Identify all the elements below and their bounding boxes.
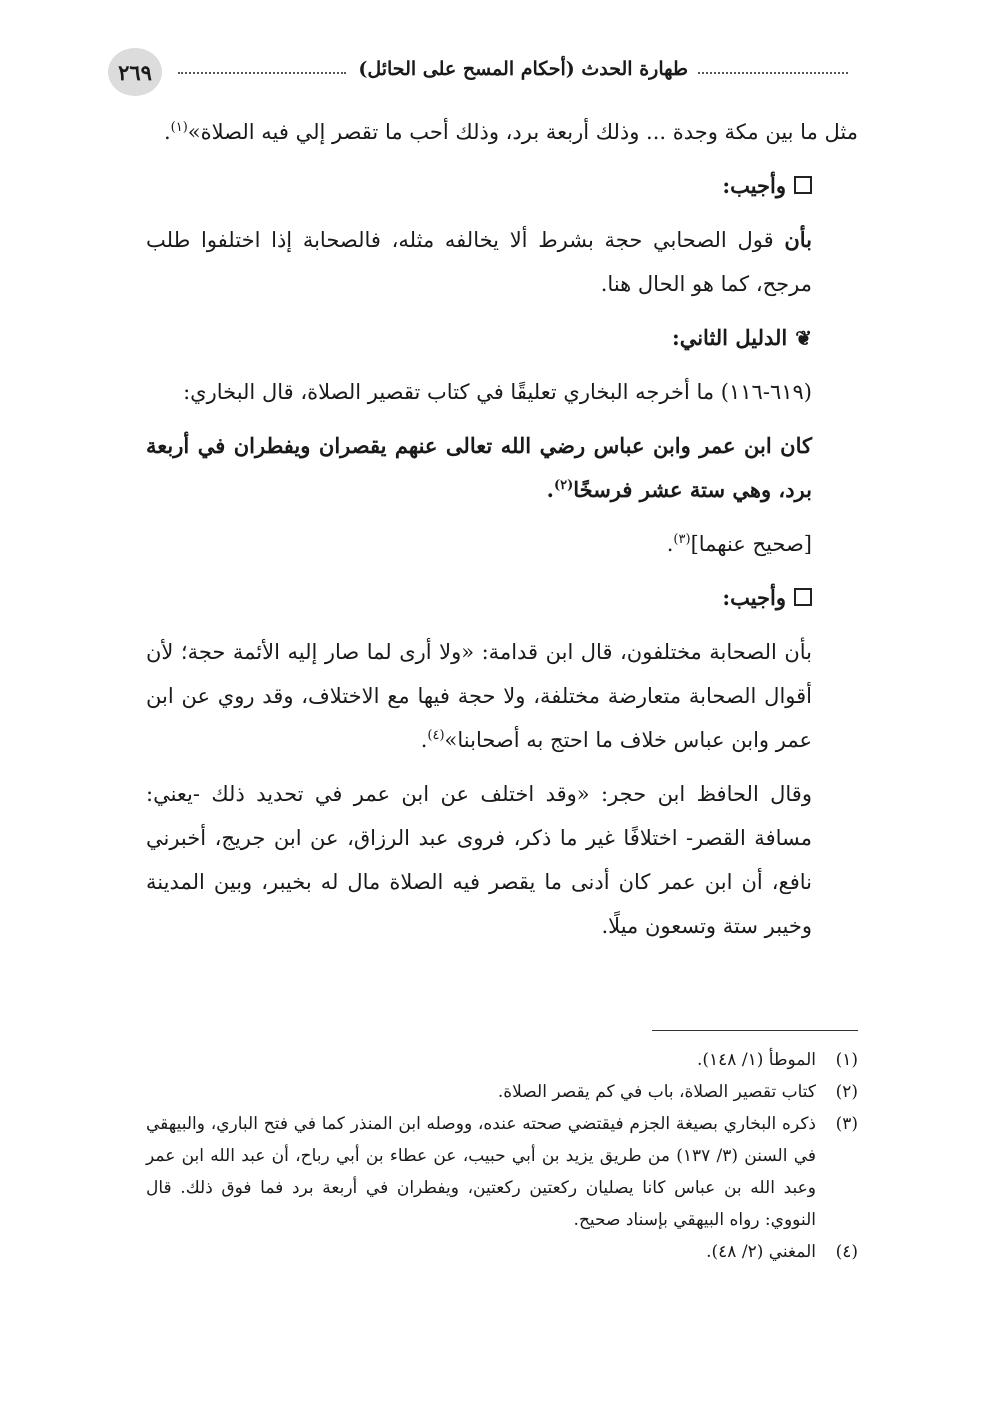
paragraph-text: بأن الصحابة مختلفون، قال ابن قدامة: «ولا أرى لما صار إليه الأئمة حجة؛ لأن أقوال الصحابة متعارضة مختلفة، ولا حجة فيها مع الاختلاف، وقد روي عن ابن عمر وابن عباس خلاف ما احتج به أصحابنا»: [146, 640, 812, 752]
paragraph-text: قول الصحابي حجة بشرط ألا يخالفه مثله، فالصحابة إذا اختلفوا طلب مرجح، كما هو الحال هنا.: [146, 228, 812, 296]
hadith-text: كان ابن عمر وابن عباس رضي الله تعالى عنهم يقصران ويفطران في أربعة برد، وهي ستة عشر فرسخًا: [146, 433, 812, 502]
footnote-text: كتاب تقصير الصلاة، باب في كم يقصر الصلاة.: [497, 1082, 816, 1102]
footnote-text: المغني (٢/ ٤٨).: [706, 1242, 816, 1262]
footnote-text: الموطأ (١/ ١٤٨).: [697, 1050, 816, 1070]
footnote: [146, 1076, 858, 1108]
footnote: [146, 1044, 858, 1076]
main-text: [146, 110, 858, 948]
footnote-ref[interactable]: (١): [170, 120, 188, 135]
header-dotted-rule-right: [698, 72, 848, 74]
footnote-separator: [652, 1030, 858, 1031]
heading-text: وأجيب:: [722, 173, 786, 198]
footnote: [146, 1236, 858, 1268]
checkbox-square-icon: [794, 588, 812, 606]
footnote-ref[interactable]: (٤): [427, 728, 445, 743]
footnote-ref[interactable]: (٢): [553, 478, 574, 493]
grading-text: [صحيح عنهما]: [690, 532, 812, 556]
leaf-ornament-icon: ❦: [795, 326, 812, 350]
heading-text: وأجيب:: [722, 585, 786, 610]
quoted-hadith: [146, 424, 858, 512]
checkbox-square-icon: [794, 176, 812, 194]
punctuation: .: [546, 477, 554, 502]
header-dotted-rule-left: [178, 72, 346, 74]
page-number: ٢٦٩: [108, 48, 162, 96]
paragraph-text: (٦١٩-١١٦) ما أخرجه البخاري تعليقًا في كتاب تقصير الصلاة، قال البخاري:: [183, 380, 812, 404]
paragraph: [146, 218, 858, 306]
paragraph: [146, 630, 858, 762]
paragraph: [146, 370, 858, 414]
answer-heading: [146, 164, 858, 208]
punctuation: .: [163, 120, 171, 144]
answer-heading: [146, 576, 858, 620]
footnote: [146, 1108, 858, 1236]
paragraph: [146, 110, 858, 154]
footnote-ref[interactable]: (٣): [673, 532, 691, 547]
page-header: [108, 48, 848, 96]
footnote-number: (١): [835, 1050, 858, 1070]
running-title: طهارة الحدث (أحكام المسح على الحائل): [358, 58, 688, 80]
paragraph-text: مثل ما بين مكة وجدة ... وذلك أربعة برد، وذلك أحب ما تقصر إلي فيه الصلاة»: [187, 120, 858, 144]
footnote-number: (٣): [835, 1114, 858, 1134]
footnote-number: (٤): [835, 1242, 858, 1262]
punctuation: .: [420, 728, 428, 752]
footnote-text: ذكره البخاري بصيغة الجزم فيقتضي صحته عنده، ووصله ابن المنذر كما في فتح الباري، والبيهقي في السنن (٣/ ١٣٧) من طريق يزيد بن أبي حبيب، عن عطاء بن أبي رباح، أن عبد الله ابن عمر وعبد الله بن عباس كانا يصليان ركعتين ركعتين، ويفطران في أربعة برد فما فوق ذلك. قال النووي: رواه البيهقي بإسناد صحيح.: [146, 1114, 816, 1230]
paragraph-text: وقال الحافظ ابن حجر: «وقد اختلف عن ابن عمر في تحديد ذلك -يعني: مسافة القصر- اختلافًا غير ما ذكر، فروى عبد الرزاق، عن ابن جريج، أخبرني نافع، أن ابن عمر كان أدنى ما يقصر فيه الصلاة مال له بخيبر، وبين المدينة وخيبر ستة وتسعون ميلًا.: [146, 782, 812, 938]
paragraph: [146, 772, 858, 948]
footnote-number: (٢): [835, 1082, 858, 1102]
evidence-heading: [146, 316, 858, 360]
bold-text: بأن: [784, 227, 812, 252]
footnotes: [146, 1044, 858, 1268]
heading-text: الدليل الثاني:: [671, 325, 788, 350]
grading: [146, 522, 858, 566]
punctuation: .: [666, 532, 674, 556]
